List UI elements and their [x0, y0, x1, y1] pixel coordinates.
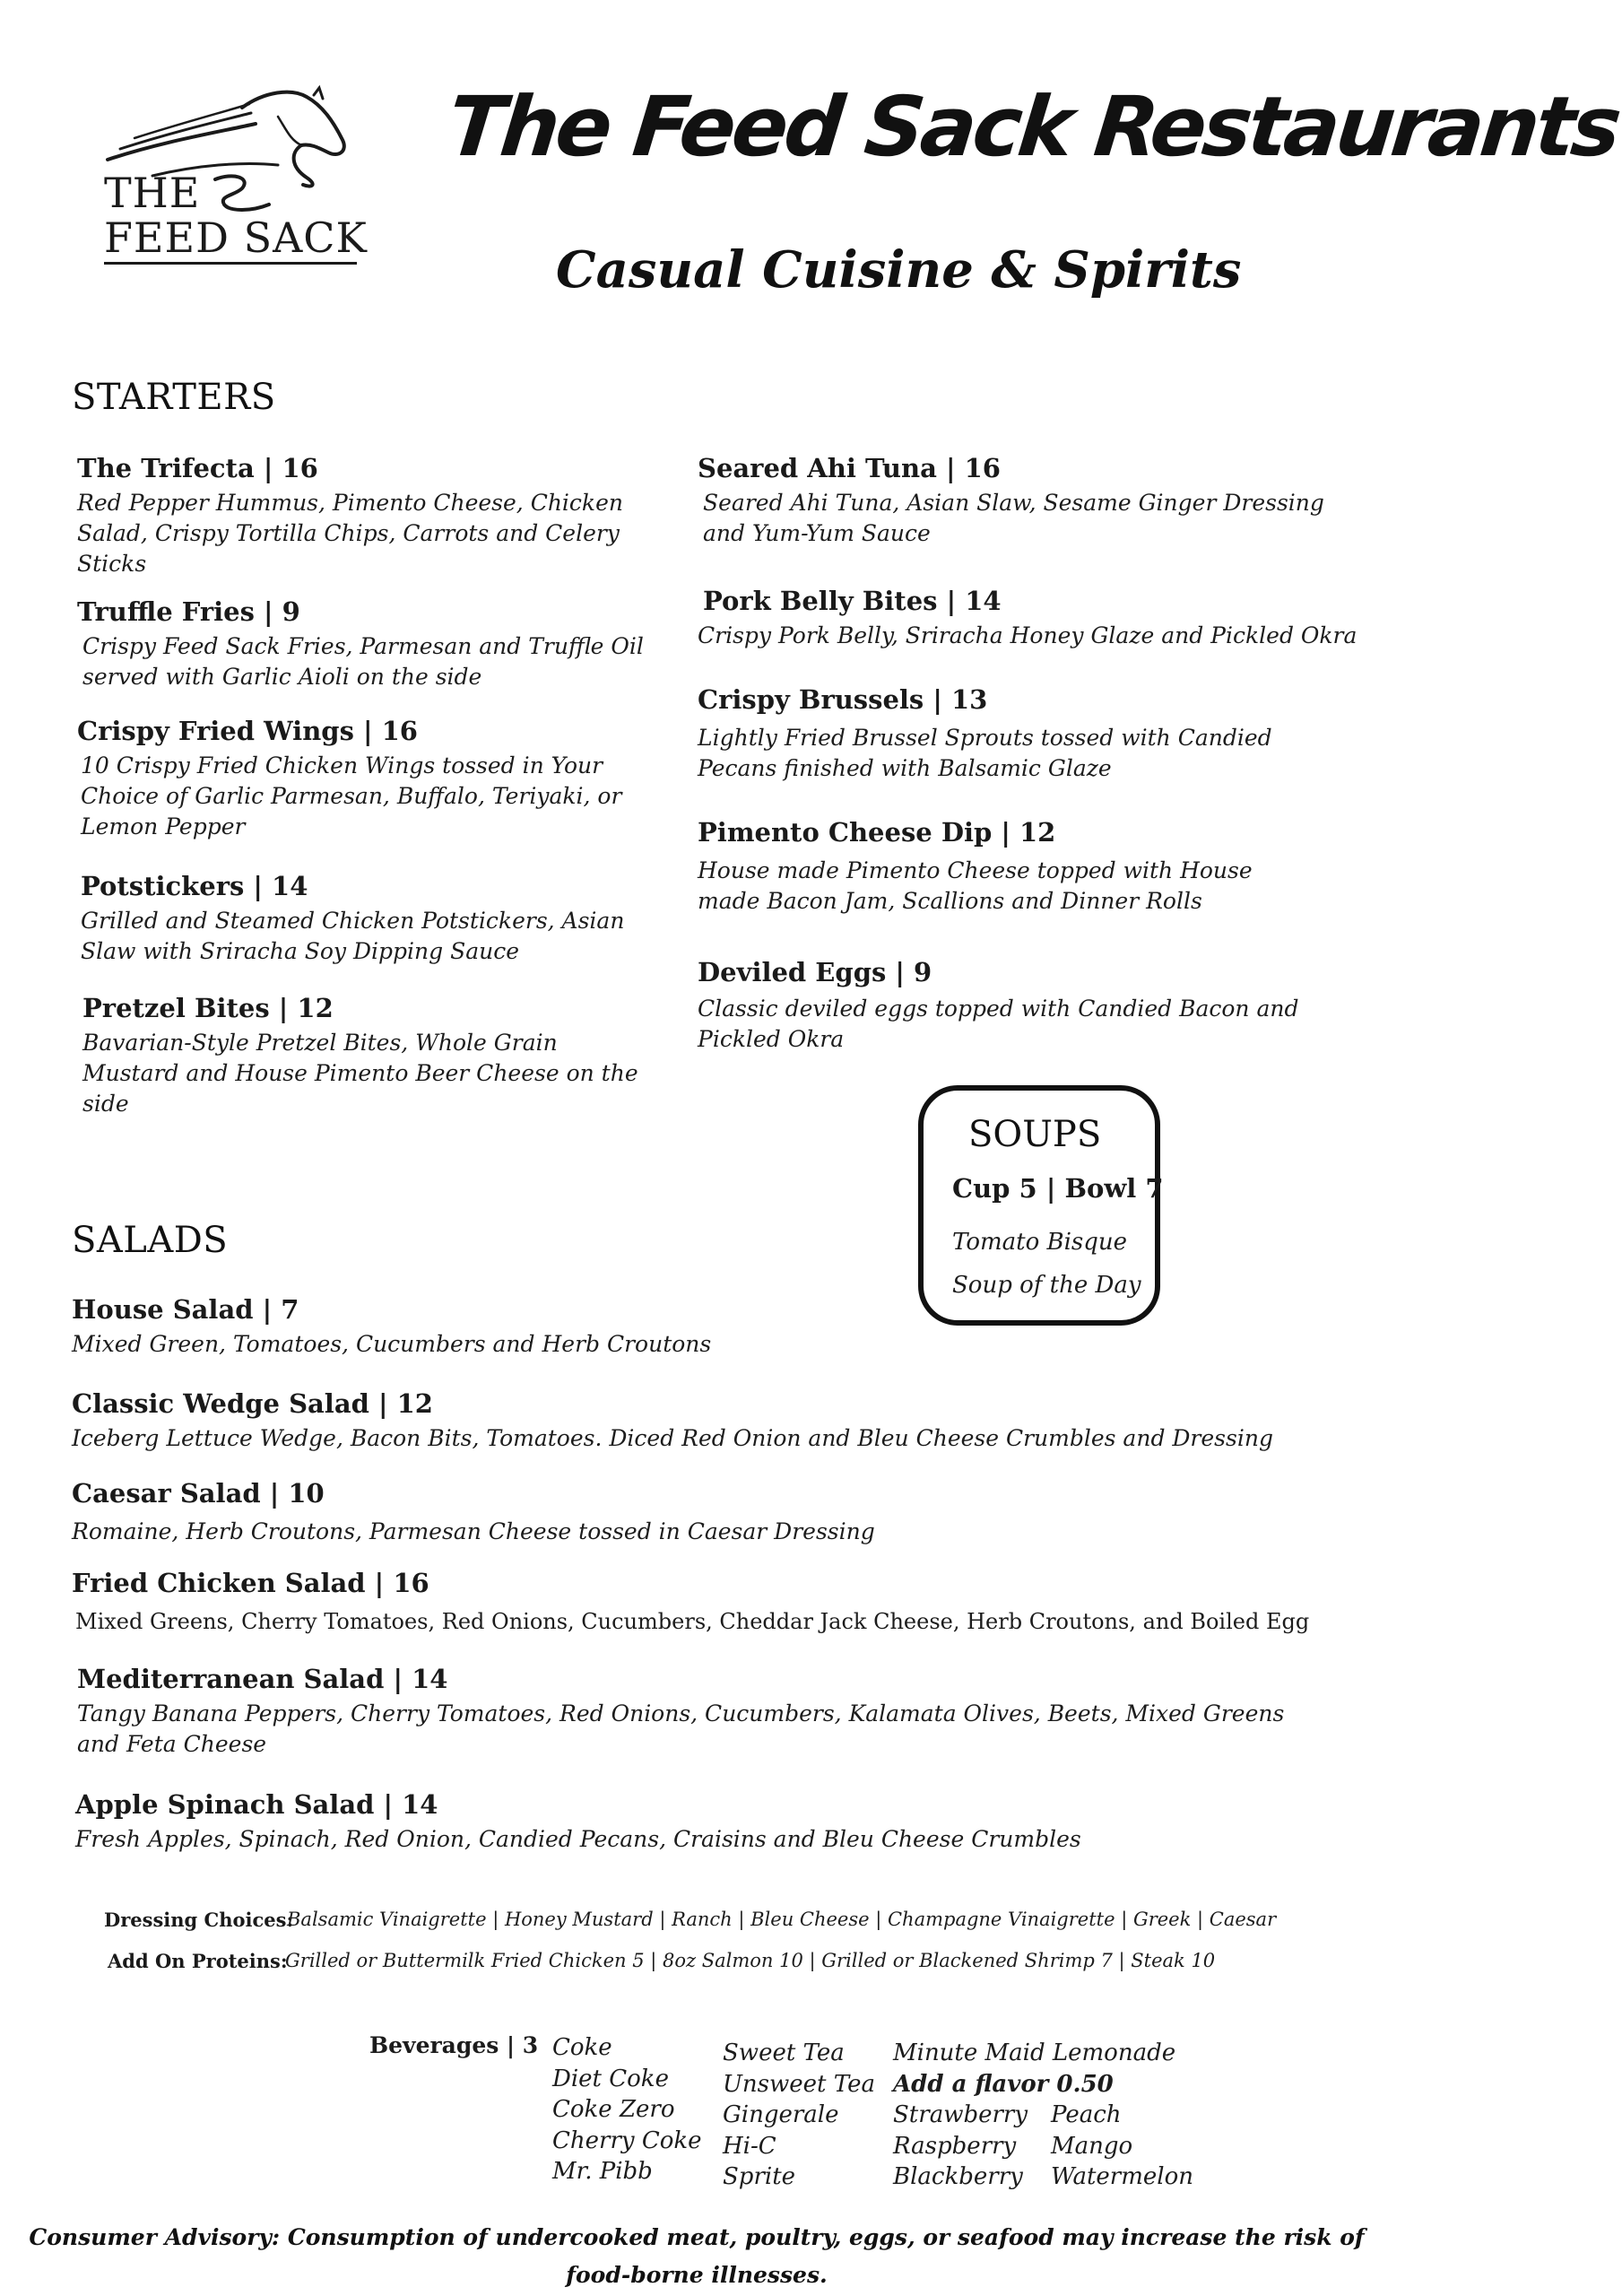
starter-desc: Grilled and Steamed Chicken Potstickers, Asian Slaw with Sriracha Soy Dipping Sauce	[81, 908, 625, 964]
beverage-item: Strawberry	[893, 2101, 1028, 2128]
salad-title: House Salad | 7	[72, 1294, 299, 1325]
salad-desc: Tangy Banana Peppers, Cherry Tomatoes, Red Onions, Cucumbers, Kalamata Olives, Beets, Mixed Greens and Feta Cheese	[77, 1700, 1285, 1757]
starter-item	[698, 583, 1361, 651]
beverage-item: Diet Coke	[552, 2065, 669, 2092]
dressing-choices-label: Dressing Choices:	[104, 1909, 294, 1931]
salad-title: Caesar Salad | 10	[72, 1478, 325, 1509]
salad-item	[77, 1661, 1332, 1760]
starter-title: The Trifecta | 16	[77, 453, 318, 483]
starter-desc: Classic deviled eggs topped with Candied Bacon and Pickled Okra	[698, 996, 1299, 1052]
beverage-item: Sweet Tea	[723, 2039, 845, 2066]
salad-title: Mediterranean Salad | 14	[77, 1664, 448, 1694]
starter-title: Deviled Eggs | 9	[698, 957, 932, 987]
beverages-label: Beverages | 3	[369, 2032, 539, 2058]
add-flavor-label: Add a flavor 0.50	[893, 2070, 1114, 2098]
salad-item	[72, 1386, 1363, 1454]
beverage-list-teas	[723, 2038, 875, 2193]
starter-item	[77, 594, 651, 692]
soup-item: Soup of the Day	[952, 1272, 1141, 1299]
salad-title: Fried Chicken Salad | 16	[72, 1568, 429, 1598]
starter-title: Crispy Brussels | 13	[698, 684, 988, 715]
starter-title: Truffle Fries | 9	[77, 596, 300, 627]
add-on-proteins-label: Add On Proteins:	[108, 1950, 288, 1972]
starter-item	[698, 682, 1325, 784]
logo-line-2: FEED SACK	[104, 213, 368, 262]
starter-desc: Bavarian-Style Pretzel Bites, Whole Grain Mustard and House Pimento Beer Cheese on the side	[82, 1030, 638, 1117]
starter-item	[698, 450, 1325, 549]
consumer-advisory: Consumer Advisory: Consumption of undercooked meat, poultry, eggs, or seafood may increase the risk of food-borne illnesses.	[29, 2224, 1365, 2288]
soups-heading: SOUPS	[968, 1114, 1102, 1155]
beverage-item: Coke Zero	[552, 2096, 675, 2123]
logo	[99, 90, 368, 274]
salad-title: Classic Wedge Salad | 12	[72, 1388, 433, 1419]
starter-desc: Crispy Feed Sack Fries, Parmesan and Truffle Oil served with Garlic Aioli on the side	[82, 633, 644, 690]
soups-prices: Cup 5 | Bowl 7	[952, 1173, 1164, 1204]
starter-title: Crispy Fried Wings | 16	[77, 716, 418, 746]
restaurant-title: The Feed Sack Restaurants	[443, 79, 1622, 175]
starter-desc: House made Pimento Cheese topped with House made Bacon Jam, Scallions and Dinner Rolls	[698, 857, 1253, 914]
beverage-item: Watermelon	[1051, 2163, 1193, 2190]
beverage-list-flavors	[1051, 2100, 1193, 2193]
salad-item	[72, 1292, 879, 1360]
logo-divider	[104, 262, 357, 265]
beverage-item: Sprite	[723, 2163, 796, 2190]
beverage-list-sodas	[552, 2032, 702, 2187]
starter-desc: 10 Crispy Fried Chicken Wings tossed in Your Choice of Garlic Parmesan, Buffalo, Teriyaki, or Lemon Pepper	[81, 752, 622, 839]
salad-desc: Fresh Apples, Spinach, Red Onion, Candied Pecans, Craisins and Bleu Cheese Crumbles	[75, 1826, 1081, 1852]
beverage-item: Mango	[1051, 2132, 1133, 2160]
starter-title: Potstickers | 14	[81, 871, 308, 901]
dressing-choices-value: Balsamic Vinaigrette | Honey Mustard | Ranch | Bleu Cheese | Champagne Vinaigrette | Greek | Caesar	[287, 1909, 1277, 1930]
salad-desc: Mixed Green, Tomatoes, Cucumbers and Herb Croutons	[72, 1331, 712, 1357]
starter-title: Seared Ahi Tuna | 16	[698, 453, 1001, 483]
beverage-item: Hi-C	[723, 2132, 776, 2160]
salad-title: Apple Spinach Salad | 14	[75, 1789, 438, 1820]
soup-item: Tomato Bisque	[952, 1229, 1128, 1256]
beverage-item: Mr. Pibb	[552, 2158, 653, 2185]
starter-item	[77, 713, 633, 842]
starter-desc: Red Pepper Hummus, Pimento Cheese, Chicken Salad, Crispy Tortilla Chips, Carrots and Celery Sticks	[77, 490, 623, 577]
soups-box	[918, 1085, 1164, 1326]
salad-desc: Mixed Greens, Cherry Tomatoes, Red Onions, Cucumbers, Cheddar Jack Cheese, Herb Croutons, and Boiled Egg	[75, 1609, 1310, 1634]
beverage-item: Unsweet Tea	[723, 2070, 875, 2098]
salad-desc: Romaine, Herb Croutons, Parmesan Cheese tossed in Caesar Dressing	[72, 1518, 875, 1544]
starter-item	[698, 954, 1325, 1055]
starter-desc: Crispy Pork Belly, Sriracha Honey Glaze and Pickled Okra	[698, 622, 1357, 648]
starter-title: Pimento Cheese Dip | 12	[698, 817, 1056, 848]
starter-desc: Seared Ahi Tuna, Asian Slaw, Sesame Ginger Dressing and Yum-Yum Sauce	[703, 490, 1324, 546]
beverage-item: Peach	[1051, 2101, 1122, 2128]
salads-heading: SALADS	[72, 1220, 229, 1261]
starter-title: Pork Belly Bites | 14	[703, 586, 1002, 616]
restaurant-subtitle: Casual Cuisine & Spirits	[556, 240, 1242, 300]
salad-item	[72, 1565, 1381, 1637]
beverage-item: Raspberry	[893, 2132, 1017, 2160]
beverage-item: Blackberry	[893, 2163, 1023, 2190]
starter-item	[698, 814, 1307, 917]
beverage-item: Gingerale	[723, 2101, 839, 2128]
logo-line-1: THE	[104, 169, 201, 217]
logo-swoosh-icon	[206, 172, 278, 217]
salad-item	[72, 1475, 1148, 1547]
beverage-item: Minute Maid Lemonade	[893, 2039, 1176, 2066]
starter-item	[81, 868, 637, 967]
beverage-item: Coke	[552, 2034, 612, 2061]
starter-item	[82, 990, 647, 1119]
add-on-proteins-value: Grilled or Buttermilk Fried Chicken 5 | 8oz Salmon 10 | Grilled or Blackened Shrimp 7 | Steak 10	[285, 1950, 1216, 1971]
salad-item	[75, 1787, 1241, 1855]
starter-item	[77, 450, 651, 579]
starters-heading: STARTERS	[72, 377, 276, 418]
beverage-item: Cherry Coke	[552, 2126, 702, 2154]
salad-desc: Iceberg Lettuce Wedge, Bacon Bits, Tomatoes. Diced Red Onion and Bleu Cheese Crumbles and Dressing	[72, 1425, 1273, 1451]
starter-desc: Lightly Fried Brussel Sprouts tossed with Candied Pecans finished with Balsamic Glaze	[698, 725, 1272, 781]
starter-title: Pretzel Bites | 12	[82, 993, 334, 1023]
